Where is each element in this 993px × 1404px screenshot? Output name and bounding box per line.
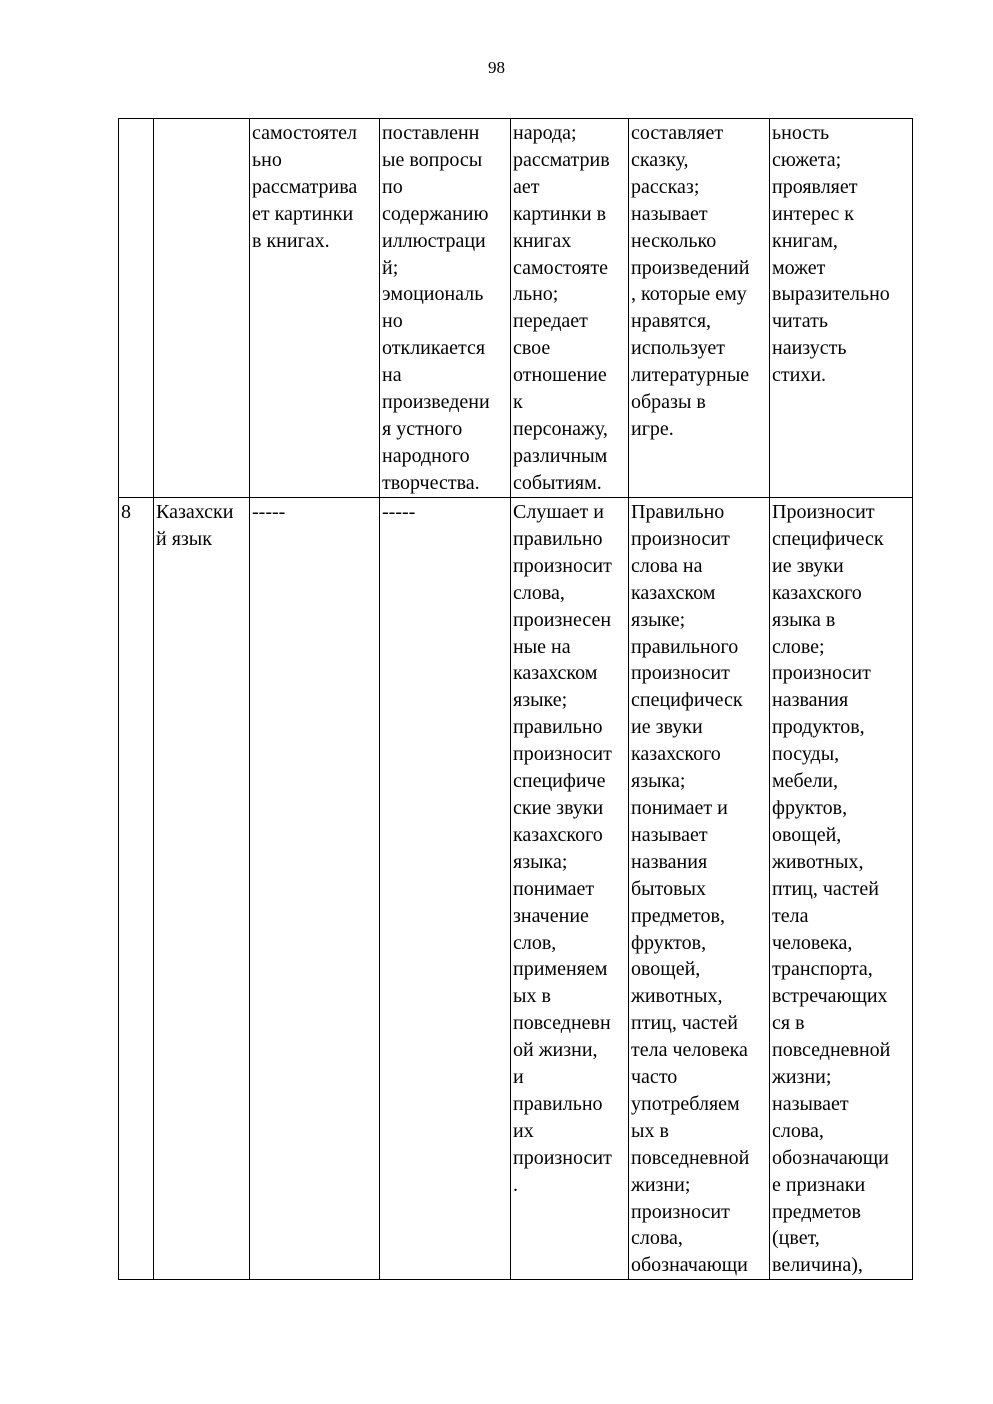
- table-cell: -----: [250, 498, 380, 1280]
- table-cell: Правильно произносит слова на казахском языке; правильного произносит специфическ ие звуки казахского языка; понимает и называет названия бытовых предметов, фруктов, овощей, животных, птиц, частей тела человека часто употребляем ых в повседневной жизни; произносит слова, обозначающи: [629, 498, 770, 1280]
- table-cell: поставленн ые вопросы по содержанию иллюстраци й; эмоциональ но откликается на произведени я устного народного творчества.: [380, 119, 511, 498]
- table-cell: Произносит специфическ ие звуки казахского языка в слове; произносит названия продуктов, посуды, мебели, фруктов, овощей, животных, птиц, частей тела человека, транспорта, встречающих ся в повседневной жизни; называет слова, обозначающи е признаки предметов (цвет, величина),: [770, 498, 913, 1280]
- table-cell: Слушает и правильно произносит слова, произнесен ные на казахском языке; правильно произносит специфиче ские звуки казахского языка; понимает значение слов, применяем ых в повседневн ой жизни, и правильно их произносит .: [511, 498, 629, 1280]
- table-cell: ьность сюжета; проявляет интерес к книгам, может выразительно читать наизусть стихи.: [770, 119, 913, 498]
- page-number: 98: [488, 58, 505, 77]
- table-row: [119, 119, 913, 498]
- table-cell-number: 8: [119, 498, 154, 1280]
- table-cell: народа; рассматрив ает картинки в книгах самостояте льно; передает свое отношение к персонажу, различным событиям.: [511, 119, 629, 498]
- table-cell: самостоятел ьно рассматрива ет картинки в книгах.: [250, 119, 380, 498]
- table-cell-subject: [154, 119, 250, 498]
- table-cell: -----: [380, 498, 511, 1280]
- table-row: [119, 498, 913, 1280]
- table-cell-number: [119, 119, 154, 498]
- table-cell-subject: Казахски й язык: [154, 498, 250, 1280]
- curriculum-table: [118, 118, 913, 1280]
- table-cell: составляет сказку, рассказ; называет несколько произведений , которые ему нравятся, использует литературные образы в игре.: [629, 119, 770, 498]
